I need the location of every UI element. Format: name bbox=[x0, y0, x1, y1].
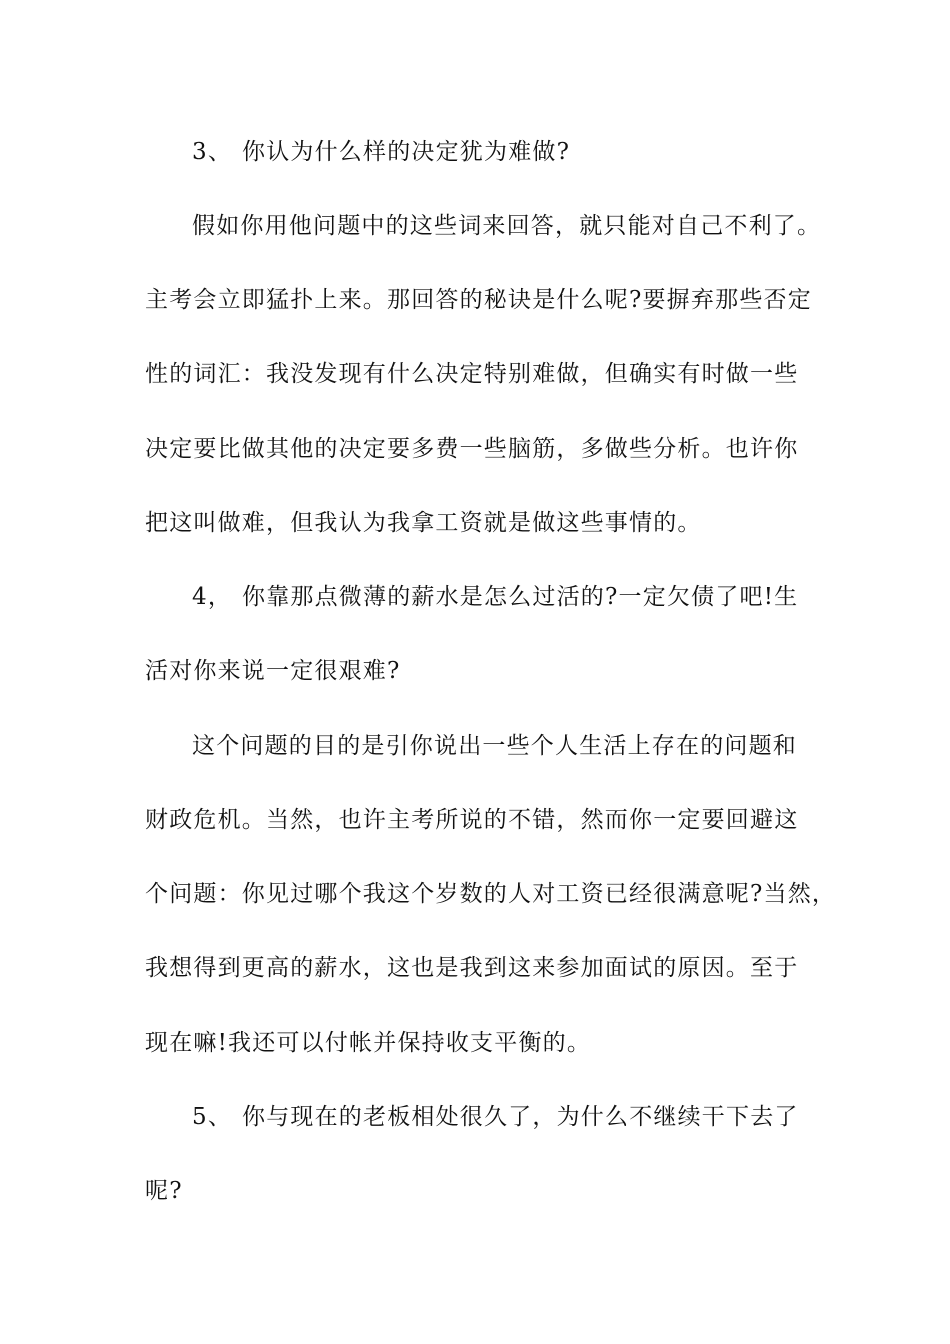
answer-line: 现在嘛!我还可以付帐并保持收支平衡的。 bbox=[145, 1030, 592, 1056]
question-number: 3、 bbox=[192, 139, 233, 165]
answer-line: 个问题：你见过哪个我这个岁数的人对工资已经很满意呢?当然， bbox=[145, 881, 837, 907]
question-3 bbox=[192, 137, 862, 167]
answer-line: 这个问题的目的是引你说出一些个人生活上存在的问题和 bbox=[192, 733, 797, 759]
answer-line: 假如你用他问题中的这些词来回答，就只能对自己不利了。 bbox=[192, 213, 822, 239]
answer-line: 把这叫做难，但我认为我拿工资就是做这些事情的。 bbox=[145, 510, 702, 536]
answer-line: 主考会立即猛扑上来。那回答的秘诀是什么呢?要摒弃那些否定 bbox=[145, 287, 812, 313]
answer-line: 性的词汇：我没发现有什么决定特别难做，但确实有时做一些 bbox=[145, 361, 799, 387]
question-5 bbox=[192, 1102, 862, 1132]
question-number: 4， bbox=[192, 584, 233, 610]
question-text-continued: 呢? bbox=[145, 1178, 183, 1204]
question-text: 你靠那点微薄的薪水是怎么过活的?一定欠债了吧!生 bbox=[242, 584, 799, 610]
question-text-continued: 活对你来说一定很艰难? bbox=[145, 658, 401, 684]
answer-line: 决定要比做其他的决定要多费一些脑筋，多做些分析。也许你 bbox=[145, 436, 799, 462]
question-number: 5、 bbox=[192, 1104, 233, 1130]
question-text: 你认为什么样的决定犹为难做? bbox=[242, 139, 571, 165]
answer-line: 我想得到更高的薪水，这也是我到这来参加面试的原因。至于 bbox=[145, 955, 799, 981]
question-4 bbox=[192, 582, 862, 612]
answer-line: 财政危机。当然，也许主考所说的不错，然而你一定要回避这 bbox=[145, 807, 799, 833]
question-text: 你与现在的老板相处很久了，为什么不继续干下去了 bbox=[242, 1104, 799, 1130]
